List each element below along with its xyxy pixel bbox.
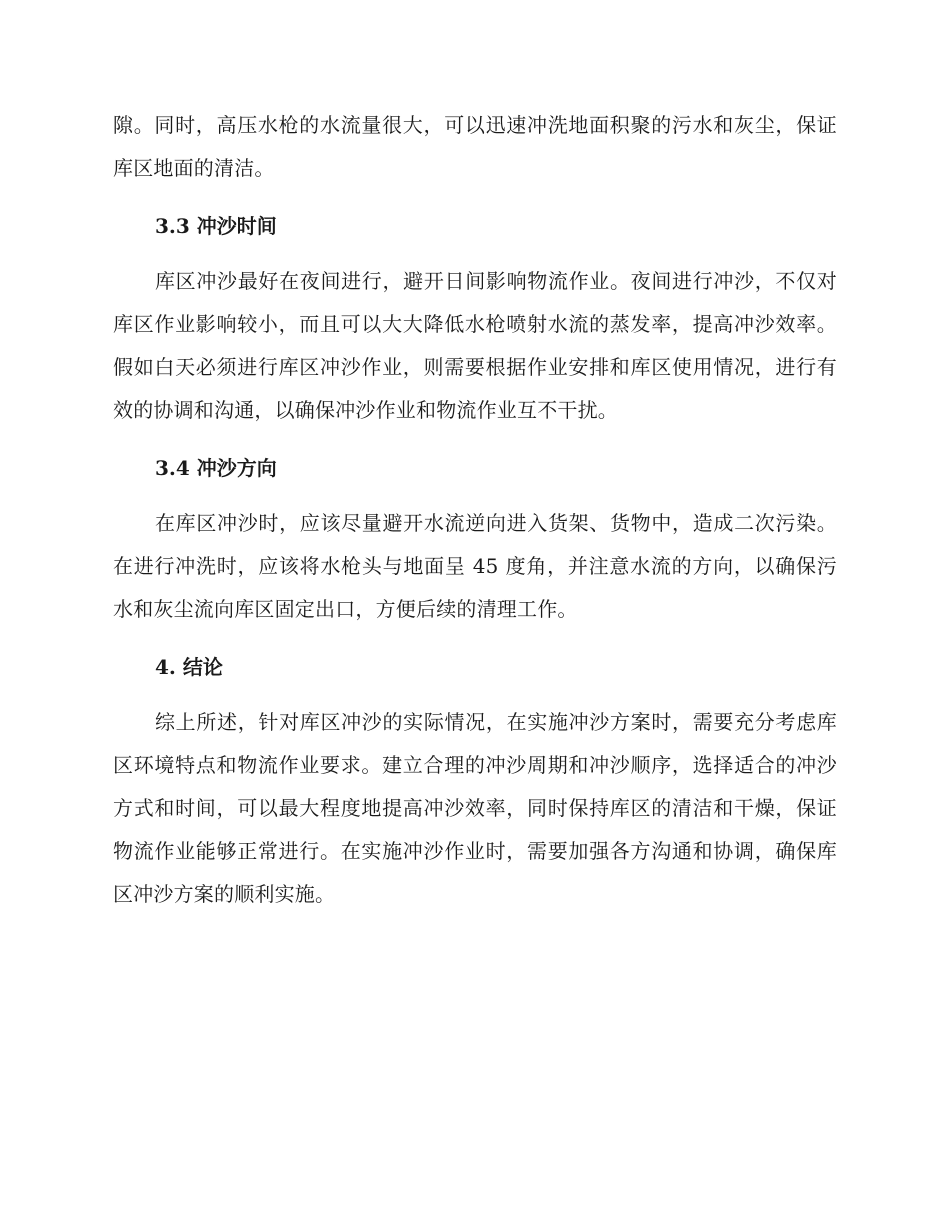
heading-3-3: 3.3 冲沙时间	[155, 214, 277, 238]
paragraph-3-3: 库区冲沙最好在夜间进行，避开日间影响物流作业。夜间进行冲沙，不仅对库区作业影响较小，而且可以大大降低水枪喷射水流的蒸发率，提高冲沙效率。假如白天必须进行库区冲沙作业，则需要根据作业安排和库区使用情况，进行有效的协调和沟通，以确保冲沙作业和物流作业互不干扰。	[113, 269, 837, 422]
paragraph-4: 综上所述，针对库区冲沙的实际情况，在实施冲沙方案时，需要充分考虑库区环境特点和物流作业要求。建立合理的冲沙周期和冲沙顺序，选择适合的冲沙方式和时间，可以最大程度地提高冲沙效率，同时保持库区的清洁和干燥，保证物流作业能够正常进行。在实施冲沙作业时，需要加强各方沟通和协调，确保库区冲沙方案的顺利实施。	[113, 710, 837, 906]
heading-4: 4. 结论	[155, 655, 223, 679]
document-page	[113, 104, 837, 916]
paragraph-3-4: 在库区冲沙时，应该尽量避开水流逆向进入货架、货物中，造成二次污染。在进行冲洗时，应该将水枪头与地面呈 45 度角，并注意水流的方向，以确保污水和灰尘流向库区固定出口，方便后续的清理工作。	[113, 511, 837, 621]
paragraph-continuation: 隙。同时，高压水枪的水流量很大，可以迅速冲洗地面积聚的污水和灰尘，保证库区地面的清洁。	[113, 113, 837, 180]
heading-3-4: 3.4 冲沙方向	[155, 456, 277, 480]
